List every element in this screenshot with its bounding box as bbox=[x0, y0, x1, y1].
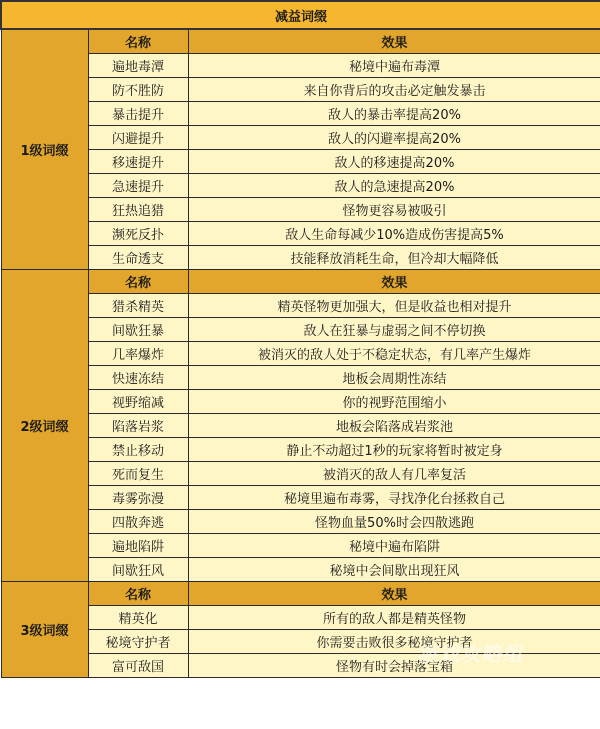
table-row bbox=[1, 534, 600, 558]
table-row bbox=[1, 222, 600, 246]
table-row bbox=[1, 630, 600, 654]
affix-name: 四散奔逃 bbox=[88, 510, 188, 534]
affix-name: 急速提升 bbox=[88, 174, 188, 198]
affix-name: 禁止移动 bbox=[88, 438, 188, 462]
affix-effect: 怪物有时会掉落宝箱 bbox=[188, 654, 600, 678]
table-row bbox=[1, 150, 600, 174]
affix-name: 富可敌国 bbox=[88, 654, 188, 678]
affix-effect: 精英怪物更加强大，但是收益也相对提升 bbox=[188, 294, 600, 318]
table-row bbox=[1, 510, 600, 534]
table-row bbox=[1, 462, 600, 486]
table-row bbox=[1, 486, 600, 510]
table-row bbox=[1, 246, 600, 270]
table-row bbox=[1, 102, 600, 126]
affix-effect: 敌人的移速提高20% bbox=[188, 150, 600, 174]
table-body bbox=[1, 1, 600, 678]
affix-effect: 怪物血量50%时会四散逃跑 bbox=[188, 510, 600, 534]
affix-effect: 静止不动超过1秒的玩家将暂时被定身 bbox=[188, 438, 600, 462]
affix-effect: 秘境中遍布陷阱 bbox=[188, 534, 600, 558]
affix-effect: 秘境里遍布毒雾，寻找净化台拯救自己 bbox=[188, 486, 600, 510]
table-row bbox=[1, 342, 600, 366]
table-row bbox=[1, 654, 600, 678]
table-row bbox=[1, 606, 600, 630]
affix-effect: 地板会陷落成岩浆池 bbox=[188, 414, 600, 438]
table-title-row bbox=[1, 1, 600, 29]
affix-name: 秘境守护者 bbox=[88, 630, 188, 654]
affix-name: 生命透支 bbox=[88, 246, 188, 270]
table-row bbox=[1, 294, 600, 318]
affix-effect: 地板会周期性冻结 bbox=[188, 366, 600, 390]
affix-effect: 所有的敌人都是精英怪物 bbox=[188, 606, 600, 630]
level-header-row bbox=[1, 270, 600, 294]
table-row bbox=[1, 126, 600, 150]
affix-name: 暴击提升 bbox=[88, 102, 188, 126]
affix-name: 遍地陷阱 bbox=[88, 534, 188, 558]
table-row bbox=[1, 318, 600, 342]
affix-name: 几率爆炸 bbox=[88, 342, 188, 366]
affix-name: 间歇狂暴 bbox=[88, 318, 188, 342]
name-column-header: 名称 bbox=[88, 29, 188, 54]
affix-name: 快速冻结 bbox=[88, 366, 188, 390]
affix-effect: 敌人在狂暴与虚弱之间不停切换 bbox=[188, 318, 600, 342]
affix-name: 视野缩减 bbox=[88, 390, 188, 414]
level-header-row bbox=[1, 29, 600, 54]
affix-effect: 敌人生命每减少10%造成伤害提高5% bbox=[188, 222, 600, 246]
table-row bbox=[1, 174, 600, 198]
table-row bbox=[1, 78, 600, 102]
affix-effect: 怪物更容易被吸引 bbox=[188, 198, 600, 222]
table-row bbox=[1, 558, 600, 582]
affix-name: 精英化 bbox=[88, 606, 188, 630]
affix-effect: 来自你背后的攻击必定触发暴击 bbox=[188, 78, 600, 102]
affix-name: 陷落岩浆 bbox=[88, 414, 188, 438]
affix-effect: 秘境中会间歇出现狂风 bbox=[188, 558, 600, 582]
affix-name: 闪避提升 bbox=[88, 126, 188, 150]
affix-name: 遍地毒潭 bbox=[88, 54, 188, 78]
affix-effect: 秘境中遍布毒潭 bbox=[188, 54, 600, 78]
table-row bbox=[1, 366, 600, 390]
level-header-row bbox=[1, 582, 600, 606]
effect-column-header: 效果 bbox=[188, 270, 600, 294]
affix-effect: 被消灭的敌人处于不稳定状态，有几率产生爆炸 bbox=[188, 342, 600, 366]
affix-name: 濒死反扑 bbox=[88, 222, 188, 246]
affix-name: 死而复生 bbox=[88, 462, 188, 486]
level-label: 3级词缀 bbox=[1, 582, 88, 678]
table-row bbox=[1, 438, 600, 462]
affix-name: 防不胜防 bbox=[88, 78, 188, 102]
affix-name: 猎杀精英 bbox=[88, 294, 188, 318]
table-row bbox=[1, 198, 600, 222]
table-title: 减益词缀 bbox=[1, 1, 600, 29]
affix-name: 间歇狂风 bbox=[88, 558, 188, 582]
effect-column-header: 效果 bbox=[188, 29, 600, 54]
level-label: 1级词缀 bbox=[1, 29, 88, 270]
watermark-logo: 游戏攻略组 bbox=[417, 642, 528, 666]
effect-column-header: 效果 bbox=[188, 582, 600, 606]
affix-effect: 你需要击败很多秘境守护者 bbox=[188, 630, 600, 654]
table-row bbox=[1, 390, 600, 414]
affix-effect: 你的视野范围缩小 bbox=[188, 390, 600, 414]
name-column-header: 名称 bbox=[88, 270, 188, 294]
table-row bbox=[1, 54, 600, 78]
affix-name: 移速提升 bbox=[88, 150, 188, 174]
name-column-header: 名称 bbox=[88, 582, 188, 606]
affix-effect: 敌人的暴击率提高20% bbox=[188, 102, 600, 126]
table-row bbox=[1, 414, 600, 438]
affix-name: 毒雾弥漫 bbox=[88, 486, 188, 510]
level-label: 2级词缀 bbox=[1, 270, 88, 582]
affix-name: 狂热追猎 bbox=[88, 198, 188, 222]
affix-effect: 敌人的急速提高20% bbox=[188, 174, 600, 198]
affix-effect: 被消灭的敌人有几率复活 bbox=[188, 462, 600, 486]
affix-effect: 技能释放消耗生命，但冷却大幅降低 bbox=[188, 246, 600, 270]
affix-effect: 敌人的闪避率提高20% bbox=[188, 126, 600, 150]
